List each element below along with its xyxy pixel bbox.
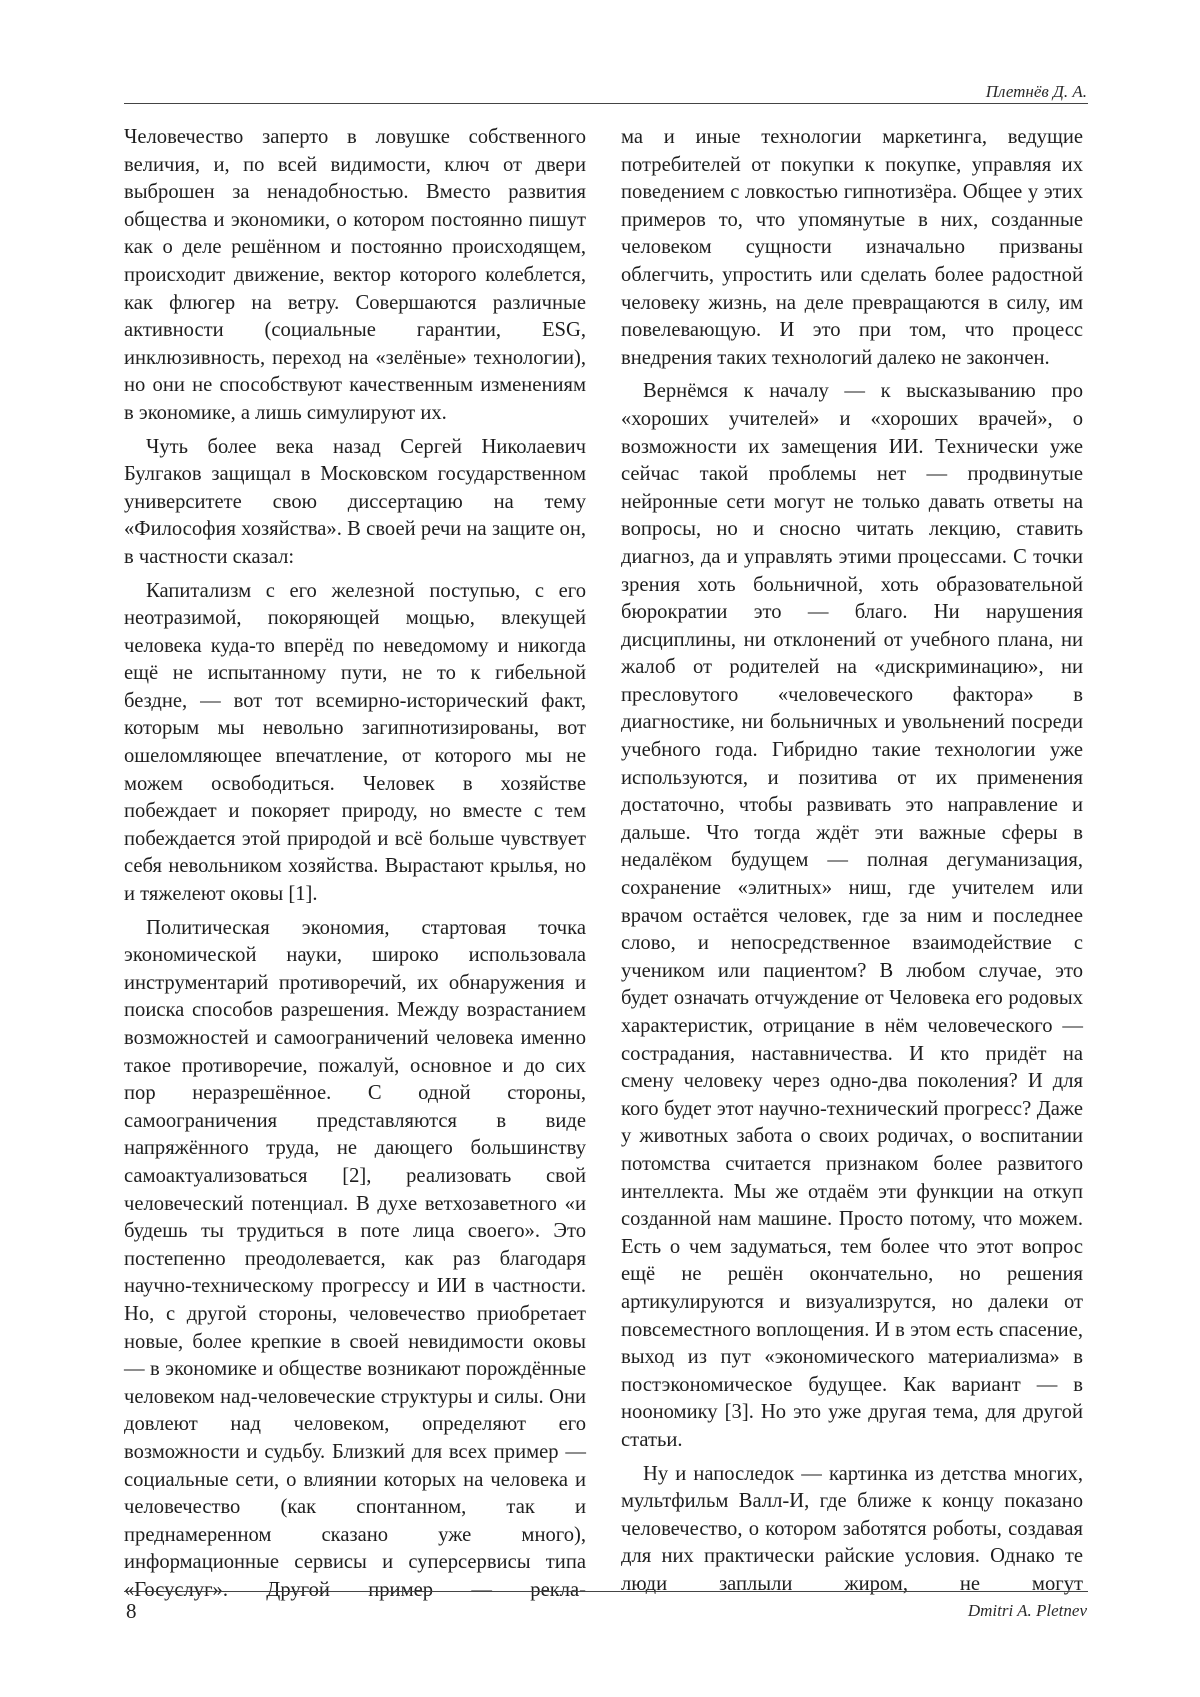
- running-header-author: Плетнёв Д. А.: [985, 82, 1087, 101]
- left-column: [124, 124, 586, 1601]
- block-quote: Капитализм с его железной поступью, с его неотразимой, покоряющей мощью, влекущей человека куда-то вперёд по неведомому и никогда ещё не испытанному пути, не то к гибельной бездне, — вот тот всемирно-исторический факт, которым мы невольно загипнотизированы, вот ошеломляющее впечатление, от которого мы не можем освободиться. Человек в хозяйстве побеждает и покоряет природу, но вместе с тем побеждается этой природой и всё больше чувствует себя невольником хозяйства. Вырастают крылья, но и тяжелеют оковы [1].: [124, 579, 586, 906]
- paragraph: Ну и напоследок — картинка из детства многих, мультфильм Валл-И, где ближе к концу показано человечество, о котором заботятся роботы, создавая для них практически райские условия. Однако те люди заплыли жиром, не могут: [621, 1462, 1083, 1595]
- paragraph: Человечество заперто в ловушке собственного величия, и, по всей видимости, ключ от двери выброшен за ненадобностью. Вместо развития общества и экономики, о котором постоянно пишут как о деле решённом и постоянно происходящем, происходит движение, вектор которого колеблется, как флюгер на ветру. Совершаются различные активности (социальные гарантии, ESG, инклюзивность, переход на «зелёные» технологии), но они не способствуют качественным изменениям в экономике, а лишь симулируют их.: [124, 126, 586, 424]
- right-column: [621, 124, 1083, 1595]
- header-rule: [124, 103, 1088, 104]
- footer-rule: [124, 1591, 1088, 1592]
- paragraph: Политическая экономия, стартовая точка экономической науки, широко использовала инструментарий противоречий, их обнаружения и поиска способов разрешения. Между возрастанием возможностей и самоограничений человека именно такое противоречие, пожалуй, основное и до сих пор неразрешённое. С одной стороны, самоограничения представляются в виде напряжённого труда, не дающего большинству самоактуализоваться [2], реализовать свой человеческий потенциал. В духе ветхозаветного «и будешь ты трудиться в поте лица своего». Это постепенно преодолевается, как раз благодаря научно-техническому прогрессу и ИИ в частности. Но, с другой стороны, человечество приобретает новые, более крепкие в своей невидимости оковы — в экономике и обществе возникают порождённые человеком над-человеческие структуры и силы. Они довлеют над человеком, определяют его возможности и судьбу. Близкий для всех пример — социальные сети, о влиянии которых на человека и человечество (как спонтанном, так и преднамеренном сказано уже много), информационные сервисы и суперсервисы типа «Госуслуг». Другой пример — рекла-: [124, 916, 586, 1601]
- paragraph: Вернёмся к началу — к высказыванию про «хороших учителей» и «хороших врачей», о возможности их замещения ИИ. Технически уже сейчас такой проблемы нет — продвинутые нейронные сети могут не только давать ответы на вопросы, но и сносно читать лекцию, ставить диагноз, да и управлять этими процессами. С точки зрения хоть больничной, хоть образовательной бюрократии это — благо. Ни нарушения дисциплины, ни отклонений от учебного плана, ни жалоб от родителей на «дискриминацию», ни пресловутого «человеческого фактора» в диагностике, ни больничных и увольнений посреди учебного года. Гибридно такие технологии уже используются, и позитива от их применения достаточно, чтобы развивать это направление и дальше. Что тогда ждёт эти важные сферы в недалёком будущем — полная дегуманизация, сохранение «элитных» ниш, где учителем или врачом остаётся человек, где за ним и последнее слово, и непосредственное взаимодействие с учеником или пациентом? В любом случае, это будет означать отчуждение от Человека его родовых характеристик, отрицание в нём человеческого — сострадания, наставничества. И кто придёт на смену человеку через одно-два поколения? И для кого будет этот научно-технический прогресс? Даже у животных забота о своих родичах, о воспитании потомства считается признаком более развитого интеллекта. Мы же отдаём эти функции на откуп созданной нам машине. Просто потому, что можем. Есть о чем задуматься, тем более что этот вопрос ещё не решён окончательно, но решения артикулируются и визуализрутся, но далеки от повсеместного воплощения. И в этом есть спасение, выход из пут «экономического материализма» в постэкономическое будущее. Как вариант — в ноономику [3]. Но это уже другая тема, для другой статьи.: [621, 380, 1083, 1451]
- page-number: 8: [126, 1599, 137, 1623]
- paragraph: ма и иные технологии маркетинга, ведущие потребителей от покупки к покупке, управляя их поведением с ловкостью гипнотизёра. Общее у этих примеров то, что упомянутые в них, созданные человеком сущности изначально призваны облегчить, упростить или сделать более радостной человеку жизнь, на деле превращаются в силу, им повелевающую. И это при том, что процесс внедрения таких технологий далеко не закончен.: [621, 126, 1083, 369]
- running-footer-author: Dmitri A. Pletnev: [967, 1601, 1087, 1620]
- paragraph: Чуть более века назад Сергей Николаевич Булгаков защищал в Московском государственном университете свою диссертацию на тему «Философия хозяйства». В своей речи на защите он, в частности сказал:: [124, 435, 586, 568]
